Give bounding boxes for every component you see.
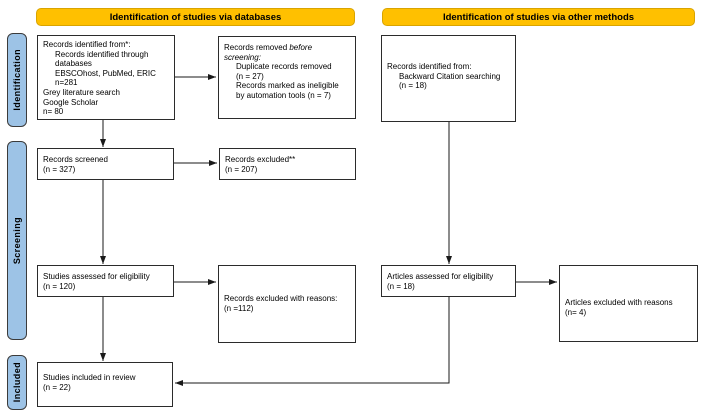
box-text-line: (n = 18) bbox=[399, 81, 427, 91]
stage-included bbox=[7, 355, 27, 410]
box-text-line: Google Scholar bbox=[43, 97, 99, 107]
box-records-identified-other bbox=[381, 35, 516, 122]
box-text-line: (n= 4) bbox=[565, 307, 587, 317]
box-text-line: Studies assessed for eligibility bbox=[43, 272, 150, 281]
box-records-excluded-reasons bbox=[218, 265, 356, 343]
box-text-line: Articles assessed for eligibility bbox=[387, 272, 494, 281]
header-databases bbox=[36, 8, 355, 26]
box-text-line: Records identified from: bbox=[387, 62, 472, 71]
box-text: Records removed bbox=[224, 43, 290, 52]
box-studies-assessed bbox=[37, 265, 174, 297]
box-text-line bbox=[224, 43, 350, 53]
box-articles-excluded-reasons bbox=[559, 265, 698, 342]
box-text-line: Records excluded with reasons: bbox=[224, 294, 338, 303]
box-text-line: databases bbox=[55, 59, 92, 69]
box-text-line: Records marked as ineligible bbox=[236, 81, 339, 91]
box-text-line bbox=[224, 53, 350, 63]
box-records-removed bbox=[218, 36, 356, 119]
box-text-line: by automation tools (n = 7) bbox=[236, 90, 331, 100]
box-studies-included bbox=[37, 362, 173, 407]
stage-included-label: Included bbox=[12, 362, 22, 403]
box-text-line: (n = 27) bbox=[236, 71, 264, 81]
header-other-methods bbox=[382, 8, 695, 26]
box-text-line: (n =112) bbox=[224, 303, 254, 313]
box-text-line: (n = 327) bbox=[43, 164, 76, 174]
box-text-line: Grey literature search bbox=[43, 87, 120, 97]
box-text-line: Articles excluded with reasons bbox=[565, 298, 673, 307]
header-other-methods-label: Identification of studies via other methods bbox=[442, 11, 635, 23]
box-records-screened bbox=[37, 148, 174, 180]
stage-screening bbox=[7, 141, 27, 340]
box-text-line: n= 80 bbox=[43, 107, 64, 117]
box-text-line: Studies included in review bbox=[43, 373, 136, 382]
stage-screening-label: Screening bbox=[12, 216, 22, 265]
box-text-line: Records identified through bbox=[55, 49, 149, 59]
stage-identification bbox=[7, 33, 27, 127]
box-text-line: Records excluded** bbox=[225, 155, 296, 164]
box-text-italic: before bbox=[289, 43, 313, 52]
box-text-line: (n = 120) bbox=[43, 281, 76, 291]
header-databases-label: Identification of studies via databases bbox=[109, 11, 282, 23]
box-records-identified-databases bbox=[37, 35, 175, 120]
box-text-line: (n = 207) bbox=[225, 164, 258, 174]
box-text-line: EBSCOhost, PubMed, ERIC bbox=[55, 68, 156, 78]
box-text-line: Duplicate records removed bbox=[236, 62, 332, 72]
box-text-line: n=281 bbox=[55, 78, 78, 88]
box-text-line: Records screened bbox=[43, 155, 108, 164]
box-articles-assessed bbox=[381, 265, 516, 297]
box-text-line: Backward Citation searching bbox=[399, 71, 501, 81]
box-text-italic: screening: bbox=[224, 52, 261, 62]
stage-identification-label: Identification bbox=[12, 49, 22, 111]
box-text-line: (n = 22) bbox=[43, 382, 71, 392]
box-text-line: (n = 18) bbox=[387, 281, 415, 291]
box-records-excluded bbox=[219, 148, 356, 180]
box-text-line: Records identified from*: bbox=[43, 40, 131, 49]
